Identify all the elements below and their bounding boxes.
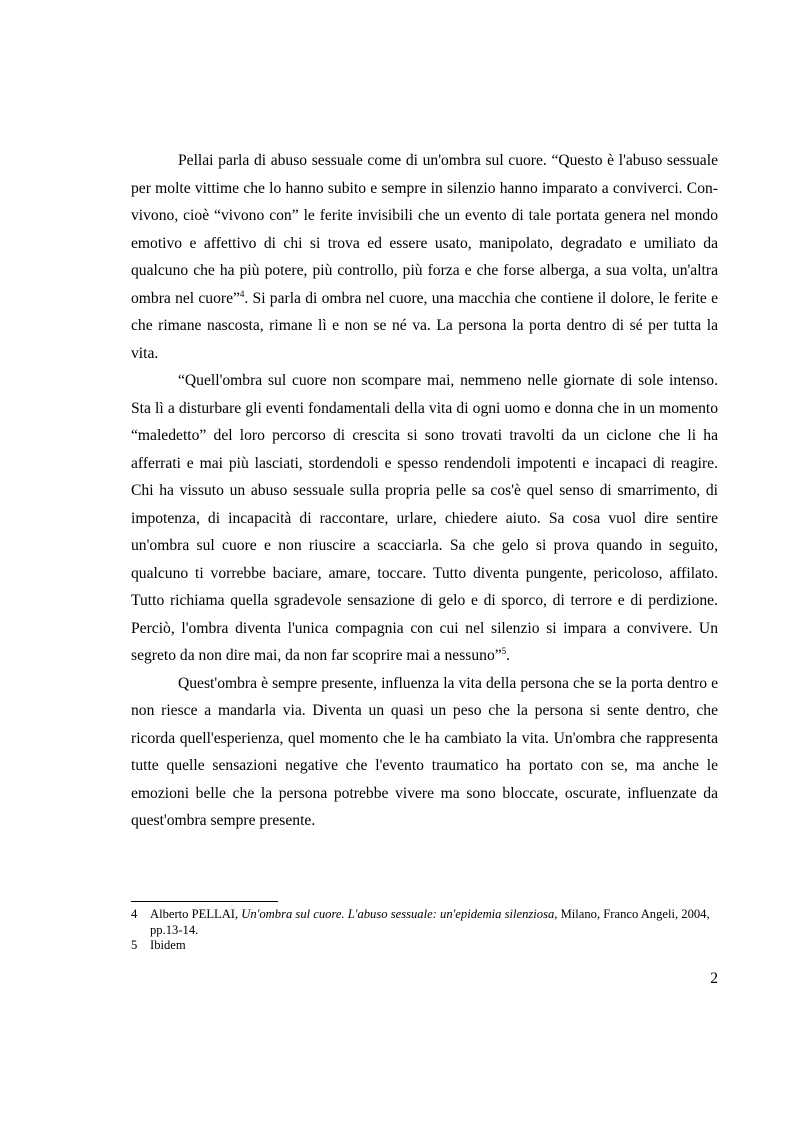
footnote-title: Un'ombra sul cuore. L'abuso sessuale: un'epidemia silenziosa, — [241, 907, 558, 921]
footnote-publication: Milano, Franco Angeli, 2004, pp.13-14. — [150, 907, 710, 937]
footnote-number: 5 — [131, 938, 138, 952]
footnote-4 — [131, 907, 718, 938]
page-number: 2 — [710, 970, 718, 987]
footnote-separator — [131, 901, 278, 902]
paragraph-1 — [131, 147, 718, 367]
footnote-ref-5: 5 — [501, 645, 507, 656]
paragraph-text: Quest'ombra è sempre presente, influenza la vita della persona che se la porta dentro e non riesce a mandarla via. Diventa un quasi un peso che la persona si sente dentro, che ricorda quell'esperienza, quel momento che le ha cambiato la vita. Un'ombra che rappresenta tutte quelle sensazioni negative che l'evento traumatico ha portato con se, ma anche le emozioni belle che la persona potrebbe vivere ma sono bloccate, oscurate, influenzate da quest'ombra sempre presente. — [131, 674, 718, 829]
footnote-number: 4 — [131, 907, 138, 921]
paragraph-text: . — [506, 647, 511, 664]
paragraph-2 — [131, 367, 718, 670]
footnote-5 — [131, 938, 718, 954]
paragraph-text: “Quell'ombra sul cuore non scompare mai, nemmeno nelle giornate di sole intenso. Sta lì a disturbare gli eventi fondamentali della vita di ogni uomo e donna che in un momento “maledetto” del loro percorso di crescita si sono trovati travolti da un ciclone che li ha afferrati e mai più lasciati, stordendoli e spesso rendendoli impotenti e incapaci di reagire. Chi ha vissuto un abuso sessuale sulla propria pelle sa cos'è quel senso di smarrimento, di impotenza, di incapacità di raccontare, urlare, chiedere aiuto. Sa cosa vuol dire sentire un'ombra sul cuore e non riuscire a scacciarla. Sa che gelo si prova quando in seguito, qualcuno ti vorrebbe baciare, amare, toccare. Tutto diventa pungente, pericoloso, affilato. Tutto richiama quella sgradevole sensazione di gelo e di sporco, di terrore e di perdizione. Perciò, l'ombra diventa l'unica compagnia con cui nel silenzio si impara a convivere. Un segreto da non dire mai, da non far scoprire mai a nessuno” — [131, 372, 718, 664]
paragraph-3 — [131, 670, 718, 835]
footnotes — [131, 907, 718, 954]
footnote-author: Alberto PELLAI, — [150, 907, 242, 921]
footnote-author: Ibidem — [150, 938, 186, 952]
footnote-ref-4: 4 — [239, 288, 245, 299]
paragraph-text: . Si parla di ombra nel cuore, una macchia che contiene il dolore, le ferite e che rimane nascosta, rimane lì e non se né va. La persona la porta dentro di sé per tutta la vita. — [131, 289, 718, 362]
body-text — [131, 147, 718, 835]
paragraph-text: Pellai parla di abuso sessuale come di un'ombra sul cuore. “Questo è l'abuso sessuale per molte vittime che lo hanno subito e sempre in silenzio hanno imparato a conviverci. Con-vivono, cioè “vivono con” le ferite invisibili che un evento di tale portata genera nel mondo emotivo e affettivo di chi si trova ed essere usato, manipolato, degradato e umiliato da qualcuno che ha più potere, più controllo, più forza e che forse alberga, a sua volta, un'altra ombra nel cuore” — [131, 152, 718, 307]
